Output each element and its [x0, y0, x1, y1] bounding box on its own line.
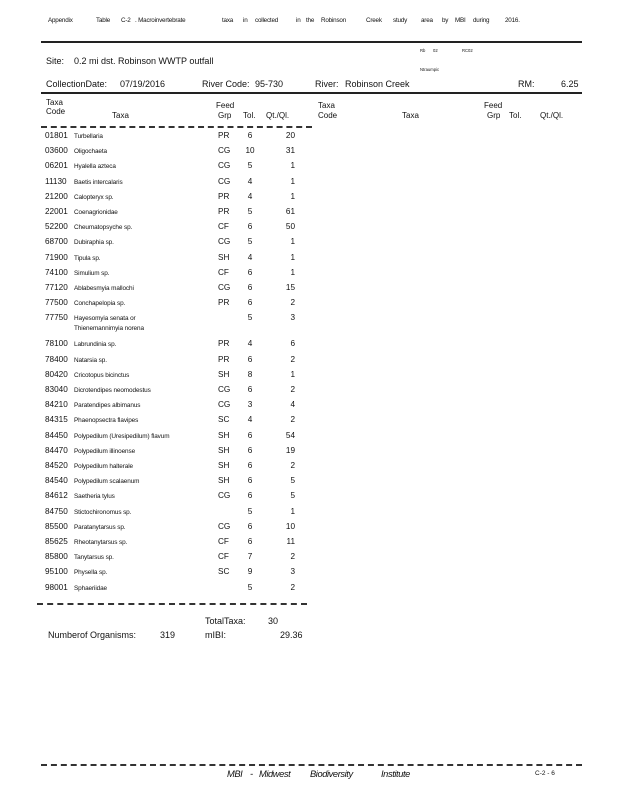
- taxa-code: 78100: [45, 339, 68, 349]
- collection-date-label: CollectionDate:: [46, 79, 108, 89]
- feed-group: PR: [218, 207, 230, 216]
- quantity: 5: [290, 476, 295, 486]
- total-taxa-label: TotalTaxa:: [205, 616, 246, 626]
- quantity: 2: [290, 385, 295, 394]
- tolerance: 6: [247, 491, 253, 501]
- taxa-code: 74100: [45, 267, 68, 277]
- feed-group: CG: [218, 385, 231, 394]
- tolerance: 6: [247, 385, 253, 394]
- feed-group: CG: [218, 521, 231, 531]
- tolerance: 7: [247, 552, 253, 562]
- site-side-d: Ntraumpic: [420, 67, 440, 72]
- feed-group: PR: [218, 339, 230, 349]
- taxa-name: Stictochironomus sp.: [74, 508, 132, 516]
- taxa-code: 68700: [45, 237, 68, 247]
- rm-label: RM:: [518, 79, 535, 89]
- feed-group: SH: [218, 369, 230, 379]
- tolerance: 6: [247, 267, 253, 277]
- taxa-name: Baetis intercalaris: [74, 178, 123, 186]
- header-feed: Grp: [487, 111, 501, 120]
- header-rule: [41, 92, 582, 94]
- tolerance: 4: [247, 415, 253, 425]
- tolerance: 6: [247, 476, 253, 486]
- feed-group: SC: [218, 415, 230, 425]
- table-row: [0, 400, 618, 415]
- taxa-code: 85500: [45, 521, 68, 531]
- header-taxa-code: Taxa: [318, 101, 335, 110]
- quantity: 11: [286, 537, 295, 546]
- quantity: 4: [290, 400, 295, 410]
- table-row: [0, 537, 618, 552]
- tolerance: 6: [247, 131, 253, 140]
- header-taxa: Taxa: [402, 111, 419, 120]
- header-dashed-rule: [41, 126, 312, 128]
- footer-page-number: C-2 - 6: [535, 770, 555, 777]
- caption-word: study: [393, 17, 408, 24]
- taxa-name: Polypedilum scalaenum: [74, 478, 140, 486]
- caption-word: area: [421, 17, 433, 24]
- footer-midwest: Midwest: [259, 769, 291, 779]
- table-row: [0, 461, 618, 476]
- taxa-name-continued: Thienemannimyia norena: [74, 325, 144, 333]
- quantity: 54: [285, 430, 295, 440]
- quantity: 1: [290, 252, 295, 262]
- caption-word: during: [473, 17, 490, 24]
- header-feed: Feed: [484, 101, 503, 110]
- table-row: [0, 161, 618, 176]
- table-bottom-dashed-rule: [37, 603, 307, 605]
- taxa-name: Dicrotendipes neomodestus: [74, 387, 151, 394]
- feed-group: SH: [218, 461, 230, 470]
- quantity: 19: [285, 445, 295, 455]
- tolerance: 6: [247, 537, 253, 546]
- caption-word: collected: [255, 17, 279, 24]
- taxa-name: Paratendipes albimanus: [74, 402, 141, 410]
- caption-word: 2016.: [505, 17, 520, 24]
- site-label: Site:: [46, 56, 65, 66]
- site-side-b: 02: [433, 48, 438, 53]
- tolerance: 9: [247, 567, 253, 577]
- taxa-name: Tipula sp.: [74, 254, 101, 262]
- taxa-code: 21200: [45, 191, 68, 201]
- taxa-name: Hayesomyia senata or: [74, 315, 136, 323]
- table-row: [0, 313, 618, 333]
- taxa-name: Oligochaeta: [74, 148, 108, 156]
- table-row: [0, 476, 618, 491]
- tolerance: 4: [247, 176, 253, 186]
- caption-word: in: [296, 17, 301, 24]
- table-row: [0, 583, 618, 598]
- tolerance: 6: [247, 222, 253, 232]
- tolerance: 6: [247, 354, 253, 364]
- taxa-name: Saetheria tylus: [74, 493, 115, 501]
- caption-word: taxa: [222, 17, 234, 24]
- taxa-code: 78400: [45, 354, 68, 364]
- river-label: River:: [315, 79, 339, 89]
- feed-group: CG: [218, 176, 231, 186]
- feed-group: PR: [218, 131, 230, 140]
- taxa-code: 85625: [45, 537, 68, 546]
- table-row: [0, 491, 618, 506]
- caption-table-number: C-2: [121, 17, 131, 24]
- quantity: 10: [285, 521, 295, 531]
- footer-dash: -: [250, 769, 253, 779]
- table-row: [0, 268, 618, 283]
- footer-mbi: MBI: [227, 769, 243, 779]
- tolerance: 6: [247, 445, 253, 455]
- taxa-code: 84315: [45, 415, 68, 425]
- taxa-name: Calopteryx sp.: [74, 193, 114, 201]
- mibi-value: 29.36: [280, 630, 303, 640]
- taxa-name: Conchapelopia sp.: [74, 300, 126, 308]
- collection-date: 07/19/2016: [120, 79, 166, 89]
- tolerance: 4: [247, 191, 253, 201]
- quantity: 61: [285, 207, 295, 216]
- quantity: 5: [290, 491, 295, 501]
- footer-biodiversity: Biodiversity: [310, 769, 353, 779]
- table-row: [0, 237, 618, 252]
- taxa-code: 52200: [45, 222, 68, 232]
- total-taxa-value: 30: [268, 616, 279, 626]
- river-code: 95-730: [255, 79, 284, 89]
- quantity: 6: [290, 339, 295, 349]
- header-qt: Qt./Ql.: [540, 111, 564, 120]
- taxa-name: Physella sp.: [74, 569, 108, 577]
- caption-word: by: [442, 17, 449, 24]
- tolerance: 10: [245, 146, 255, 156]
- taxa-name: Dubiraphia sp.: [74, 239, 114, 247]
- caption-word: Creek: [366, 17, 382, 24]
- taxa-code: 01801: [45, 131, 68, 140]
- caption-word: in: [243, 17, 248, 24]
- feed-group: CF: [218, 537, 229, 546]
- quantity: 1: [290, 237, 295, 247]
- river-name: Robinson Creek: [345, 79, 410, 89]
- taxa-code: 11130: [45, 176, 67, 186]
- quantity: 50: [285, 222, 295, 232]
- table-row: [0, 283, 618, 298]
- quantity: 1: [290, 161, 295, 171]
- taxa-name: Turbellaria: [74, 133, 103, 140]
- taxa-code: 22001: [45, 207, 68, 216]
- quantity: 15: [285, 283, 295, 292]
- organisms-value: 319: [160, 630, 176, 640]
- taxa-name: Cheumatopsyche sp.: [74, 224, 133, 232]
- table-row: [0, 253, 618, 268]
- taxa-code: 77750: [45, 313, 68, 323]
- taxa-code: 77120: [45, 283, 68, 292]
- mibi-label: mIBI:: [205, 630, 227, 640]
- quantity: 1: [290, 506, 295, 516]
- river-code-label: River Code:: [202, 79, 250, 89]
- footer-institute: Institute: [381, 769, 410, 779]
- feed-group: SC: [218, 567, 230, 577]
- taxa-code: 06201: [45, 161, 68, 171]
- taxa-code: 85800: [45, 552, 68, 562]
- quantity: 2: [290, 354, 295, 364]
- feed-group: CG: [218, 491, 231, 501]
- quantity: 2: [290, 298, 295, 308]
- tolerance: 6: [247, 283, 253, 292]
- feed-group: CG: [218, 146, 231, 156]
- tolerance: 3: [247, 400, 253, 410]
- table-row: [0, 355, 618, 370]
- top-rule: [41, 41, 582, 43]
- taxa-name: Sphaeriidae: [74, 584, 108, 592]
- table-row: [0, 552, 618, 567]
- taxa-name: Polypedilum halterale: [74, 463, 134, 470]
- table-row: [0, 192, 618, 207]
- table-row: [0, 567, 618, 582]
- taxa-name: Hyalella azteca: [74, 163, 116, 171]
- table-row: [0, 298, 618, 313]
- header-taxa-code: Code: [46, 107, 66, 116]
- table-row: [0, 522, 618, 537]
- table-row: [0, 339, 618, 354]
- feed-group: CF: [218, 267, 229, 277]
- feed-group: PR: [218, 298, 230, 308]
- footer-dashed-rule: [41, 764, 582, 766]
- taxa-code: 95100: [45, 567, 68, 577]
- taxa-code: 84540: [45, 476, 68, 486]
- rm-value: 6.25: [561, 79, 579, 89]
- tolerance: 6: [247, 298, 253, 308]
- feed-group: CF: [218, 552, 229, 562]
- organisms-label: Numberof Organisms:: [48, 630, 137, 640]
- taxa-name: Paratanytarsus sp.: [74, 523, 126, 531]
- feed-group: SH: [218, 252, 230, 262]
- tolerance: 5: [247, 207, 253, 216]
- taxa-name: Simulium sp.: [74, 269, 110, 277]
- tolerance: 5: [247, 582, 253, 592]
- taxa-code: 84612: [45, 491, 68, 501]
- taxa-code: 03600: [45, 146, 68, 156]
- quantity: 20: [285, 131, 295, 140]
- feed-group: SH: [218, 445, 230, 455]
- feed-group: CG: [218, 161, 231, 171]
- tolerance: 6: [247, 521, 253, 531]
- taxa-code: 84520: [45, 461, 68, 470]
- site-side-a: Rb: [420, 48, 426, 53]
- quantity: 31: [285, 146, 295, 156]
- taxa-name: Polypedilum illinoense: [74, 447, 136, 455]
- taxa-name: Ablabesmyia mallochi: [74, 285, 134, 292]
- quantity: 2: [290, 415, 295, 425]
- quantity: 2: [290, 461, 295, 470]
- table-row: [0, 370, 618, 385]
- taxa-name: Rheotanytarsus sp.: [74, 539, 128, 546]
- feed-group: CF: [218, 222, 229, 232]
- taxa-name: Coenagrionidae: [74, 209, 118, 216]
- feed-group: CG: [218, 237, 231, 247]
- table-row: [0, 415, 618, 430]
- tolerance: 4: [247, 252, 253, 262]
- feed-group: SH: [218, 430, 230, 440]
- table-row: [0, 222, 618, 237]
- quantity: 3: [290, 567, 295, 577]
- quantity: 1: [290, 267, 295, 277]
- tolerance: 4: [247, 339, 253, 349]
- taxa-code: 84470: [45, 445, 68, 455]
- tolerance: 8: [247, 369, 253, 379]
- table-row: [0, 446, 618, 461]
- feed-group: CG: [218, 283, 231, 292]
- header-taxa: Taxa: [112, 111, 129, 120]
- tolerance: 6: [247, 461, 253, 470]
- quantity: 3: [290, 313, 295, 323]
- header-tol: Tol.: [509, 111, 522, 120]
- feed-group: CG: [218, 400, 231, 410]
- header-feed: Grp: [218, 111, 232, 120]
- quantity: 1: [290, 176, 295, 186]
- taxa-name: Phaenopsectra flavipes: [74, 417, 139, 425]
- taxa-code: 71900: [45, 252, 68, 262]
- site-value: 0.2 mi dst. Robinson WWTP outfall: [74, 56, 214, 66]
- taxa-code: 98001: [45, 582, 68, 592]
- taxa-name: Natarsia sp.: [74, 356, 107, 364]
- feed-group: SH: [218, 476, 230, 486]
- site-side-c: RC02: [462, 48, 473, 53]
- table-row: [0, 385, 618, 400]
- header-feed: Feed: [216, 101, 235, 110]
- tolerance: 6: [247, 430, 253, 440]
- taxa-code: 77500: [45, 298, 68, 308]
- header-tol: Tol.: [243, 111, 256, 120]
- taxa-name: Cricotopus bicinctus: [74, 371, 130, 379]
- caption-word: Robinson: [321, 17, 347, 24]
- header-taxa-code: Code: [318, 111, 338, 120]
- feed-group: PR: [218, 191, 230, 201]
- tolerance: 5: [247, 237, 253, 247]
- taxa-code: 84450: [45, 430, 68, 440]
- taxa-code: 84750: [45, 506, 68, 516]
- taxa-code: 80420: [45, 369, 68, 379]
- table-row: [0, 177, 618, 192]
- quantity: 2: [290, 552, 295, 562]
- taxa-name: Polypedilum (Uresipedilum) flavum: [74, 432, 170, 440]
- tolerance: 5: [247, 313, 253, 323]
- tolerance: 5: [247, 161, 253, 171]
- table-row: [0, 507, 618, 522]
- table-row: [0, 431, 618, 446]
- caption-table: Table: [96, 17, 111, 24]
- table-row: [0, 131, 618, 146]
- taxa-name: Tanytarsus sp.: [74, 554, 114, 562]
- header-taxa-code: Taxa: [46, 98, 63, 107]
- quantity: 2: [290, 582, 295, 592]
- caption-description: . Macroinvertebrate: [135, 17, 186, 24]
- caption-word: MBI: [455, 17, 466, 24]
- table-row: [0, 207, 618, 222]
- table-row: [0, 146, 618, 161]
- taxa-code: 84210: [45, 400, 68, 410]
- tolerance: 5: [247, 506, 253, 516]
- caption-appendix: Appendix: [48, 17, 73, 24]
- taxa-name: Labrundinia sp.: [74, 341, 117, 349]
- header-qt: Qt./Ql.: [266, 111, 290, 120]
- quantity: 1: [290, 369, 295, 379]
- taxa-code: 83040: [45, 385, 68, 394]
- quantity: 1: [290, 191, 295, 201]
- caption-word: the: [306, 17, 315, 24]
- feed-group: PR: [218, 354, 230, 364]
